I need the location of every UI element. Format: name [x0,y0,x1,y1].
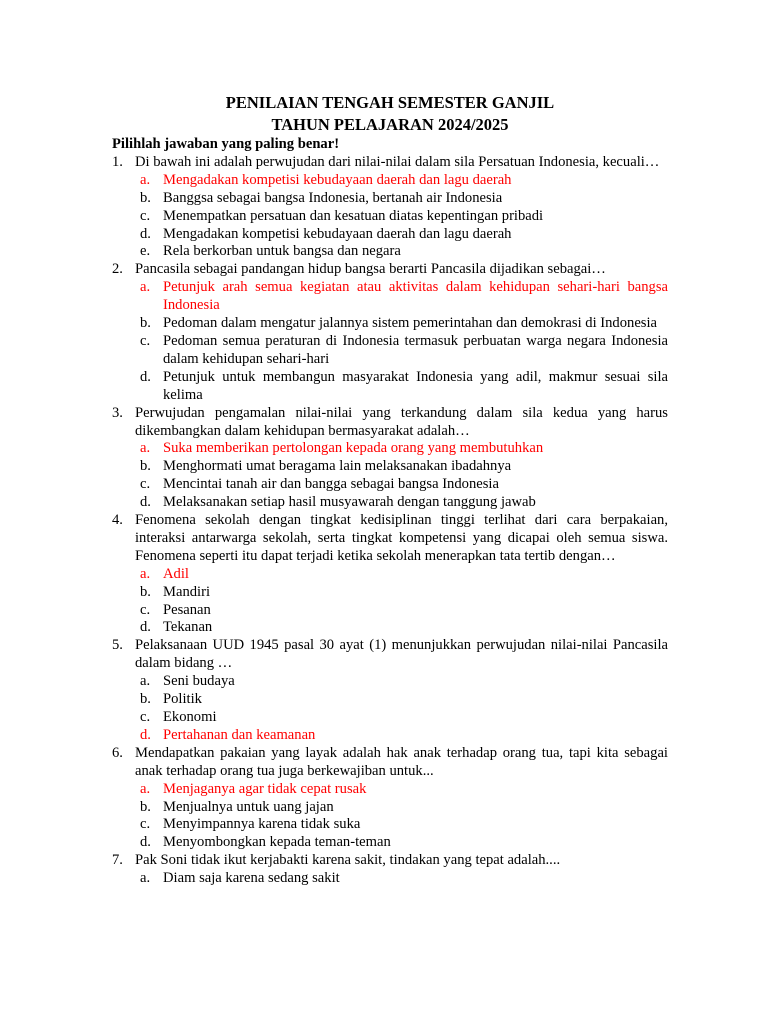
option-letter: c. [140,601,151,618]
answer-option [112,369,668,405]
option-text: Mengadakan kompetisi kebudayaan daerah dan lagu daerah [163,171,512,188]
answer-option [112,584,668,602]
option-text: Rela berkorban untuk bangsa dan negara [163,243,401,260]
option-letter: b. [140,315,151,332]
answer-option [112,709,668,727]
answer-option [112,333,668,369]
option-text: Seni budaya [163,673,235,690]
answer-option [112,781,668,799]
option-letter: c. [140,816,151,833]
question-text: Pelaksanaan UUD 1945 pasal 30 ayat (1) menunjukkan perwujudan nilai-nilai Pancasila dalam bidang … [135,637,668,672]
question-list [112,154,668,888]
answer-option [112,870,668,888]
option-text: Melaksanakan setiap hasil musyawarah dengan tanggung jawab [163,494,536,511]
option-letter: a. [140,171,151,188]
question-number: 3. [112,404,123,421]
option-letter: d. [140,225,151,242]
option-text: Banggsa sebagai bangsa Indonesia, bertanah air Indonesia [163,189,503,206]
option-text: Politik [163,691,202,708]
question-number: 1. [112,153,123,170]
question-text: Mendapatkan pakaian yang layak adalah hak anak terhadap orang tua, tapi kita sebagai anak terhadap orang tua juga berkewajiban untuk... [135,744,668,779]
answer-option [112,602,668,620]
answer-option [112,226,668,244]
option-text: Tekanan [163,619,213,636]
question [112,261,668,279]
answer-option [112,208,668,226]
option-text: Diam saja karena sedang sakit [163,870,340,887]
option-text: Adil [163,565,189,582]
option-letter: a. [140,870,151,887]
question-text: Fenomena sekolah dengan tingkat kedisiplinan tinggi terlihat dari cara berpakaian, interaksi antarwarga sekolah, serta tingkat kompetensi yang dicapai oleh semua siswa. Fenomena seperti itu dapat terjadi ketika sekolah menerapkan tata tertib dengan… [135,512,668,564]
option-letter: b. [140,458,151,475]
option-letter: c. [140,476,151,493]
option-text: Menjaganya agar tidak cepat rusak [163,780,367,797]
option-text: Ekonomi [163,709,217,725]
instruction-text: Pilihlah jawaban yang paling benar! [112,136,340,152]
question [112,154,668,172]
answer-option [112,172,668,190]
answer-option [112,799,668,817]
option-letter: d. [140,494,151,511]
question [112,852,668,870]
question-number: 6. [112,744,123,761]
question-number: 7. [112,852,123,869]
question [112,745,668,781]
question-number: 5. [112,637,123,654]
answer-option [112,673,668,691]
answer-option [112,243,668,261]
option-text: Mandiri [163,583,211,600]
option-letter: d. [140,368,151,385]
option-letter: d. [140,834,151,851]
option-text: Menempatkan persatuan dan kesatuan diatas kepentingan pribadi [163,207,544,224]
answer-option [112,476,668,494]
option-letter: b. [140,189,151,206]
option-letter: b. [140,583,151,600]
option-letter: c. [140,332,151,349]
question-text: Pak Soni tidak ikut kerjabakti karena sakit, tindakan yang tepat adalah.... [135,852,561,869]
option-text: Petunjuk untuk membangun masyarakat Indonesia yang adil, makmur sesuai sila kelima [163,368,668,403]
option-letter: c. [140,709,151,725]
question [112,512,668,566]
option-letter: c. [140,207,151,224]
option-letter: a. [140,565,151,582]
option-text: Mengadakan kompetisi kebudayaan daerah dan lagu daerah [163,225,512,242]
option-letter: a. [140,440,151,457]
answer-option [112,458,668,476]
option-text: Pertahanan dan keamanan [163,726,316,743]
question [112,405,668,441]
answer-option [112,566,668,584]
question-text: Pancasila sebagai pandangan hidup bangsa berarti Pancasila dijadikan sebagai… [135,261,606,278]
question [112,637,668,673]
option-text: Pedoman semua peraturan di Indonesia termasuk perbuatan warga negara Indonesia dalam kehidupan sehari-hari [163,332,668,367]
option-letter: a. [140,673,151,690]
option-letter: b. [140,798,151,815]
answer-option [112,816,668,834]
option-text: Pedoman dalam mengatur jalannya sistem pemerintahan dan demokrasi di Indonesia [163,315,658,332]
question-text: Perwujudan pengamalan nilai-nilai yang terkandung dalam sila kedua yang harus dikembangkan dalam kehidupan bermasyarakat adalah… [135,404,668,439]
option-letter: d. [140,726,151,743]
answer-option [112,440,668,458]
option-letter: d. [140,619,151,636]
answer-option [112,494,668,512]
option-text: Menyombongkan kepada teman-teman [163,834,391,851]
answer-option [112,279,668,315]
option-text: Menjualnya untuk uang jajan [163,798,334,815]
answer-option [112,315,668,333]
answer-option [112,619,668,637]
document-title-line2: TAHUN PELAJARAN 2024/2025 [271,115,509,134]
option-text: Menghormati umat beragama lain melaksanakan ibadahnya [163,458,512,475]
option-letter: b. [140,691,151,708]
question-number: 2. [112,261,123,278]
option-text: Petunjuk arah semua kegiatan atau aktivitas dalam kehidupan sehari-hari bangsa Indonesia [163,279,668,314]
answer-option [112,834,668,852]
question-number: 4. [112,512,123,529]
question-text: Di bawah ini adalah perwujudan dari nilai-nilai dalam sila Persatuan Indonesia, kecuali… [135,153,660,170]
option-text: Suka memberikan pertolongan kepada orang yang membutuhkan [163,440,544,457]
option-letter: e. [140,243,151,260]
option-text: Pesanan [163,601,211,618]
option-letter: a. [140,279,151,296]
option-text: Mencintai tanah air dan bangga sebagai bangsa Indonesia [163,476,499,493]
document-title-line1: PENILAIAN TENGAH SEMESTER GANJIL [225,93,555,112]
answer-option [112,190,668,208]
option-letter: a. [140,780,151,797]
answer-option [112,727,668,745]
answer-option [112,691,668,709]
option-text: Menyimpannya karena tidak suka [163,816,361,833]
